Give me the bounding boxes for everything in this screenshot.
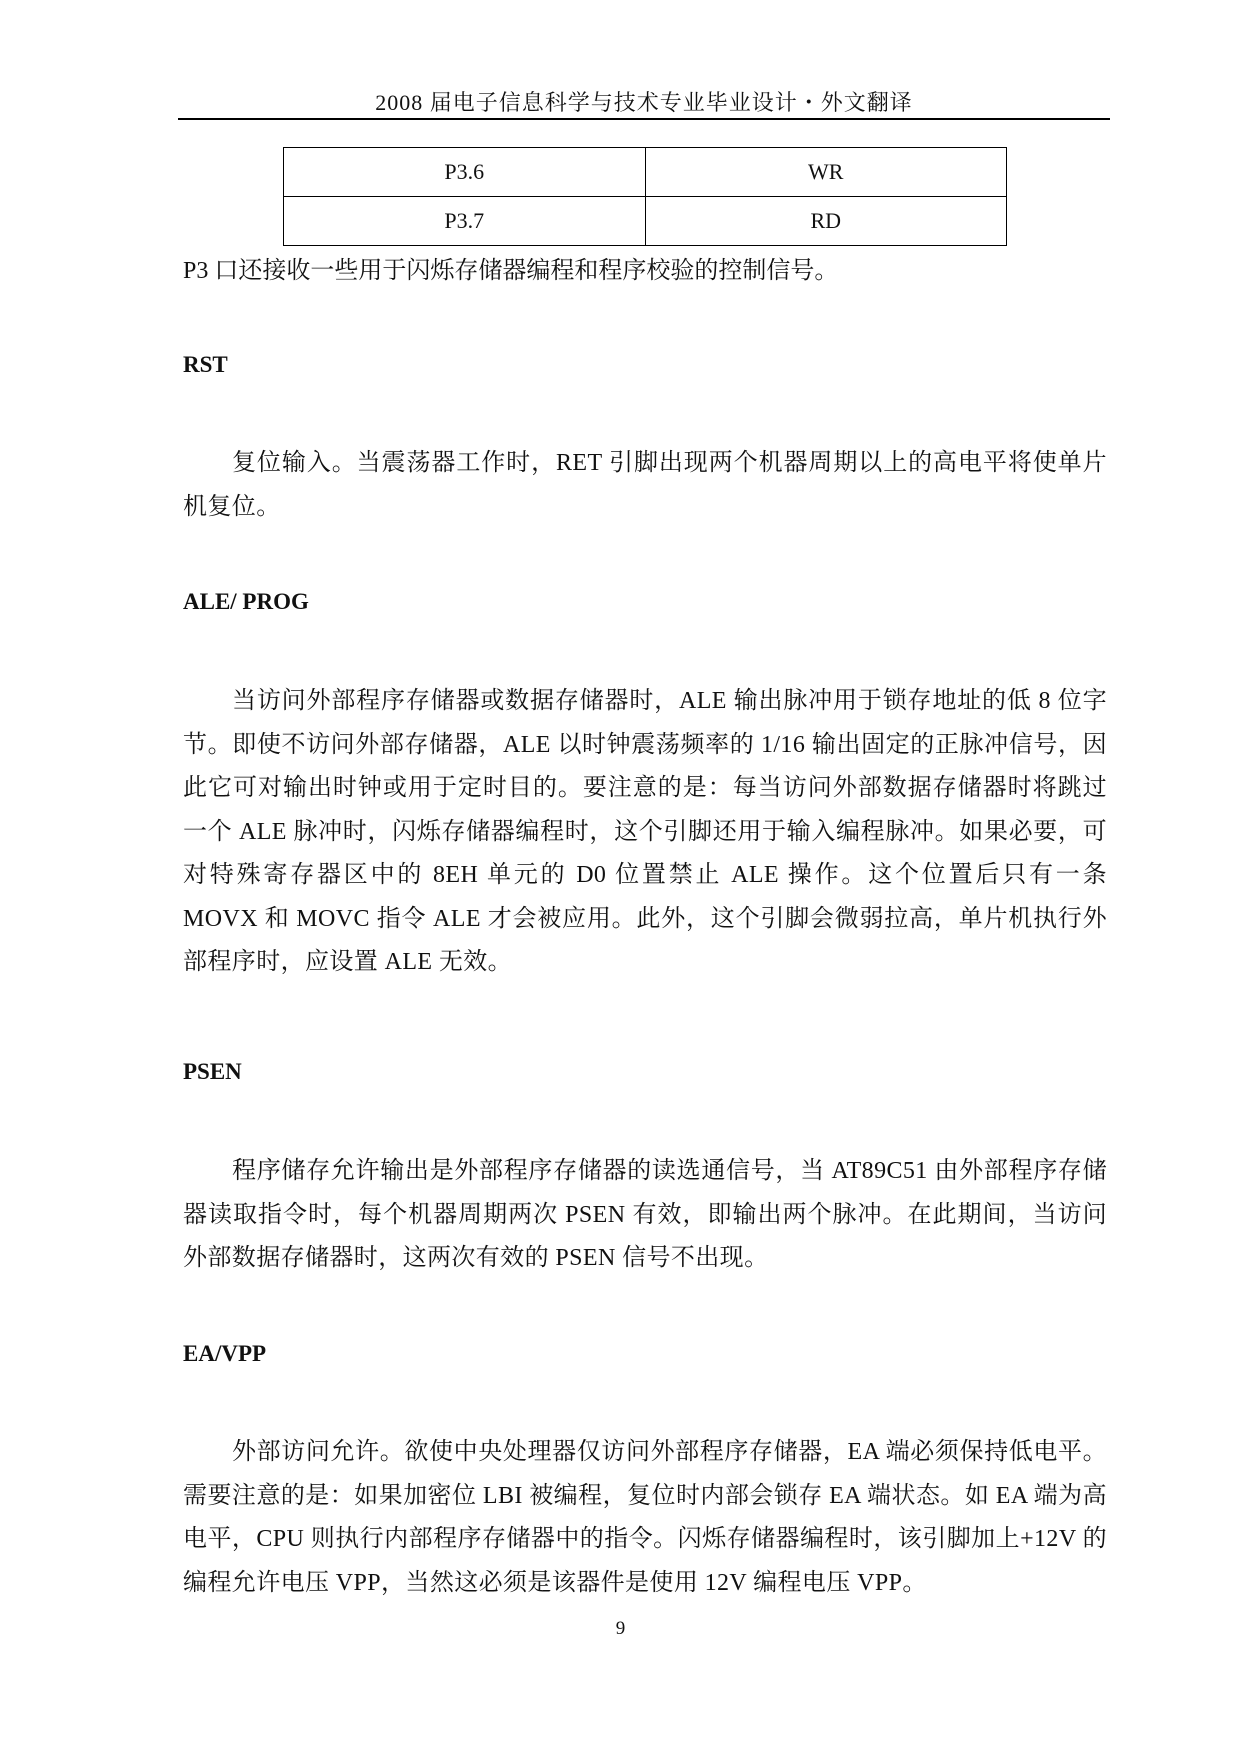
table-cell-function: WR bbox=[645, 148, 1007, 197]
section-heading-ale-prog: ALE/ PROG bbox=[183, 589, 309, 614]
page-number: 9 bbox=[615, 1618, 626, 1639]
table-row bbox=[284, 148, 1007, 197]
page-header bbox=[178, 88, 1110, 120]
section-heading-rst: RST bbox=[183, 352, 228, 377]
table-cell-function: RD bbox=[645, 197, 1007, 246]
section-heading-ea-vpp: EA/VPP bbox=[183, 1341, 267, 1366]
table-cell-pin: P3.6 bbox=[284, 148, 646, 197]
section-heading-psen: PSEN bbox=[183, 1059, 242, 1084]
pin-function-table bbox=[283, 147, 1007, 246]
table-row bbox=[284, 197, 1007, 246]
section-body-ale-prog: 当访问外部程序存储器或数据存储器时，ALE 输出脉冲用于锁存地址的低 8 位字节。即使不访问外部存储器，ALE 以时钟震荡频率的 1/16 输出固定的正脉冲信号，因此它可对输出时钟或用于定时目的。要注意的是：每当访问外部数据存储器时将跳过一个 ALE 脉冲时，闪烁存储器编程时，这个引脚还用于输入编程脉冲。如果必要，可对特殊寄存器区中的 8EH 单元的 D0 位置禁止 ALE 操作。这个位置后只有一条 MOVX 和 MOVC 指令 ALE 才会被应用。此外，这个引脚会微弱拉高，单片机执行外部程序时，应设置 ALE 无效。 bbox=[183, 688, 1107, 975]
table-cell-pin: P3.7 bbox=[284, 197, 646, 246]
section-body-rst: 复位输入。当震荡器工作时，RET 引脚出现两个机器周期以上的高电平将使单片机复位。 bbox=[183, 450, 1107, 520]
section-body-psen: 程序储存允许输出是外部程序存储器的读选通信号，当 AT89C51 由外部程序存储器读取指令时，每个机器周期两次 PSEN 有效，即输出两个脉冲。在此期间，当访问外部数据存储器时，这两次有效的 PSEN 信号不出现。 bbox=[183, 1158, 1107, 1271]
intro-paragraph: P3 口还接收一些用于闪烁存储器编程和程序校验的控制信号。 bbox=[183, 258, 839, 284]
header-title: 2008 届电子信息科学与技术专业毕业设计・外文翻译 bbox=[375, 90, 913, 115]
section-body-ea-vpp: 外部访问允许。欲使中央处理器仅访问外部程序存储器，EA 端必须保持低电平。需要注意的是：如果加密位 LBI 被编程，复位时内部会锁存 EA 端状态。如 EA 端为高电平，CPU 则执行内部程序存储器中的指令。闪烁存储器编程时，该引脚加上+12V 的编程允许电压 VPP，当然这必须是该器件是使用 12V 编程电压 VPP。 bbox=[183, 1439, 1107, 1596]
